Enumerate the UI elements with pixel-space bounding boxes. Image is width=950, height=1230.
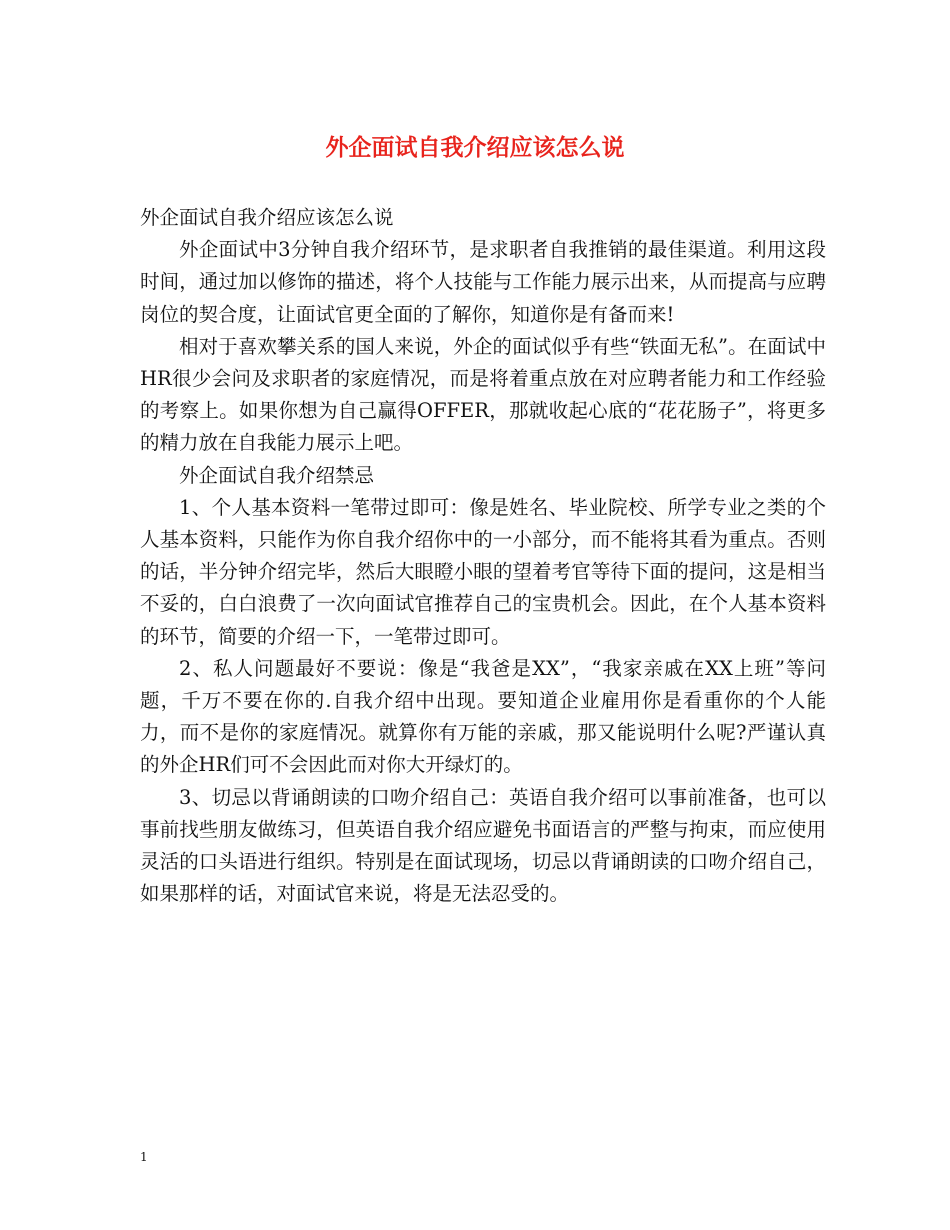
- paragraph-taboo-2: 2、私人问题最好不要说：像是“我爸是XX”，“我家亲戚在XX上班”等问题，千万不要在你的.自我介绍中出现。要知道企业雇用你是看重你的个人能力，而不是你的家庭情况。就算你有万能的亲戚，那又能说明什么呢?严谨认真的外企HR们可不会因此而对你大开绿灯的。: [140, 656, 826, 777]
- paragraph-intro: 外企面试中3分钟自我介绍环节，是求职者自我推销的最佳渠道。利用这段时间，通过加以修饰的描述，将个人技能与工作能力展示出来，从而提高与应聘岗位的契合度，让面试官更全面的了解你，知道你是有备而来!: [140, 238, 826, 326]
- paragraph-taboo-3: 3、切忌以背诵朗读的口吻介绍自己：英语自我介绍可以事前准备，也可以事前找些朋友做练习，但英语自我介绍应避免书面语言的严整与拘束，而应使用灵活的口头语进行组织。特别是在面试现场，切忌以背诵朗读的口吻介绍自己，如果那样的话，对面试官来说，将是无法忍受的。: [140, 785, 826, 906]
- section-heading-taboos: 外企面试自我介绍禁忌: [179, 463, 375, 487]
- page-number: 1: [140, 1150, 148, 1164]
- document-body: [140, 202, 826, 910]
- document-subtitle: 外企面试自我介绍应该怎么说: [140, 206, 394, 229]
- paragraph-taboo-1: 1、个人基本资料一笔带过即可：像是姓名、毕业院校、所学专业之类的个人基本资料，只能作为你自我介绍你中的一小部分，而不能将其看为重点。否则的话，半分钟介绍完毕，然后大眼瞪小眼的望着考官等待下面的提问，这是相当不妥的，白白浪费了一次向面试官推荐自己的宝贵机会。因此，在个人基本资料的环节，简要的介绍一下，一笔带过即可。: [140, 495, 826, 648]
- document-title: 外企面试自我介绍应该怎么说: [325, 134, 625, 161]
- paragraph-context: 相对于喜欢攀关系的国人来说，外企的面试似乎有些“铁面无私”。在面试中HR很少会问及求职者的家庭情况，而是将着重点放在对应聘者能力和工作经验的考察上。如果你想为自己赢得OFFER，那就收起心底的“花花肠子”，将更多的精力放在自我能力展示上吧。: [140, 334, 826, 455]
